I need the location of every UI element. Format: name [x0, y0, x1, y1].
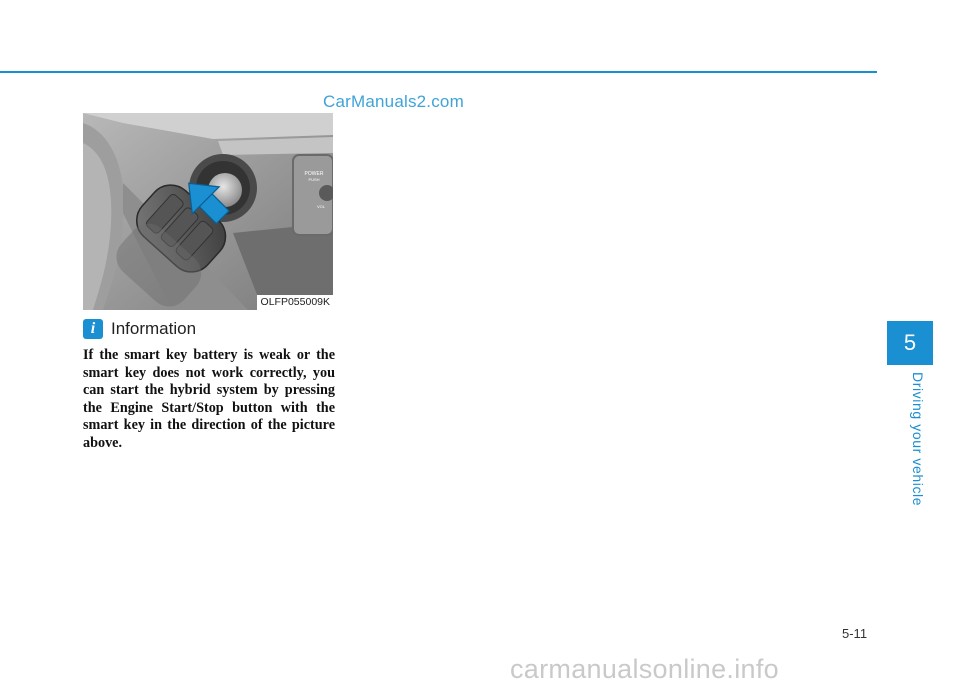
panel-label-push: PUSH	[308, 177, 320, 182]
information-title: Information	[111, 319, 197, 338]
chapter-number-tab: 5	[887, 321, 933, 365]
smart-key-drawing	[83, 113, 333, 310]
info-icon: i	[83, 319, 103, 339]
figure-code: OLFP055009K	[257, 295, 333, 310]
watermark-top: CarManuals2.com	[323, 92, 464, 111]
smart-key-illustration	[83, 113, 333, 310]
page-number: 5-11	[842, 626, 868, 641]
header-rule	[0, 71, 877, 73]
information-body: If the smart key battery is weak or the smart key does not work correctly, you can start the hybrid system by pressing the Engine Start/Stop button with the smart key in the direction of the picture above.	[83, 347, 335, 451]
chapter-title: Driving your vehicle	[910, 372, 926, 507]
panel-label-power: POWER	[304, 171, 324, 177]
watermark-bottom: carmanualsonline.info	[510, 654, 779, 684]
panel-label-vol: VOL	[316, 204, 326, 209]
information-heading	[83, 318, 196, 340]
